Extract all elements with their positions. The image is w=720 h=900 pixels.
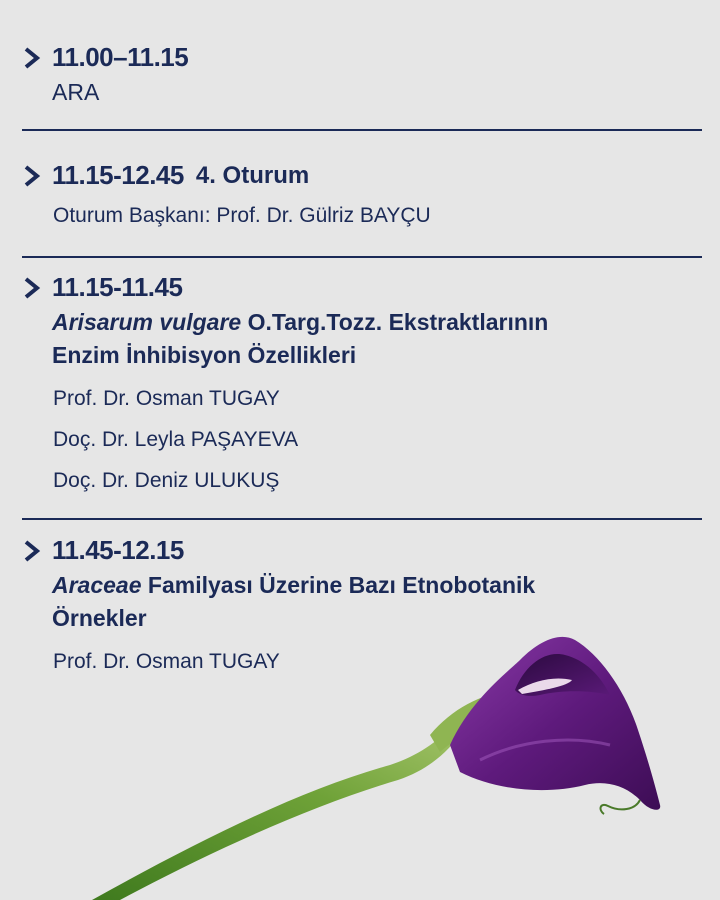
talk-time: 11.15-11.45 [52, 272, 183, 302]
break-block [22, 42, 702, 106]
talk-time: 11.45-12.15 [52, 535, 184, 565]
divider [22, 518, 702, 520]
chevron-right-icon [22, 275, 42, 301]
chevron-right-icon [22, 163, 42, 189]
talk-title-line2: Örnekler [52, 605, 147, 631]
break-time: 11.00–11.15 [52, 42, 189, 72]
chevron-right-icon [22, 538, 42, 564]
talk-title-rest: Familyası Üzerine Bazı Etnobotanik [141, 572, 536, 598]
session-chair: Oturum Başkanı: Prof. Dr. Gülriz BAYÇU [53, 204, 431, 227]
talk-title-rest: O.Targ.Tozz. Ekstraktlarının [241, 309, 549, 335]
session-time: 11.15-12.45 [52, 160, 184, 190]
speaker: Doç. Dr. Deniz ULUKUŞ [53, 469, 280, 492]
talk-block [22, 535, 702, 682]
divider [22, 129, 702, 131]
break-label: ARA [52, 79, 100, 105]
talk-block [22, 272, 702, 501]
talk-title [52, 569, 702, 635]
divider [22, 256, 702, 258]
talk-title-italic: Arisarum vulgare [52, 309, 242, 335]
session-title: 4. Oturum [195, 161, 310, 189]
chevron-right-icon [22, 45, 42, 71]
talk-title-italic: Araceae [52, 572, 142, 598]
speaker: Doç. Dr. Leyla PAŞAYEVA [53, 428, 299, 451]
speaker: Prof. Dr. Osman TUGAY [53, 650, 280, 673]
speaker: Prof. Dr. Osman TUGAY [53, 387, 280, 410]
session-block [22, 160, 702, 236]
talk-title [52, 306, 702, 372]
talk-title-line2: Enzim İnhibisyon Özellikleri [52, 342, 357, 368]
